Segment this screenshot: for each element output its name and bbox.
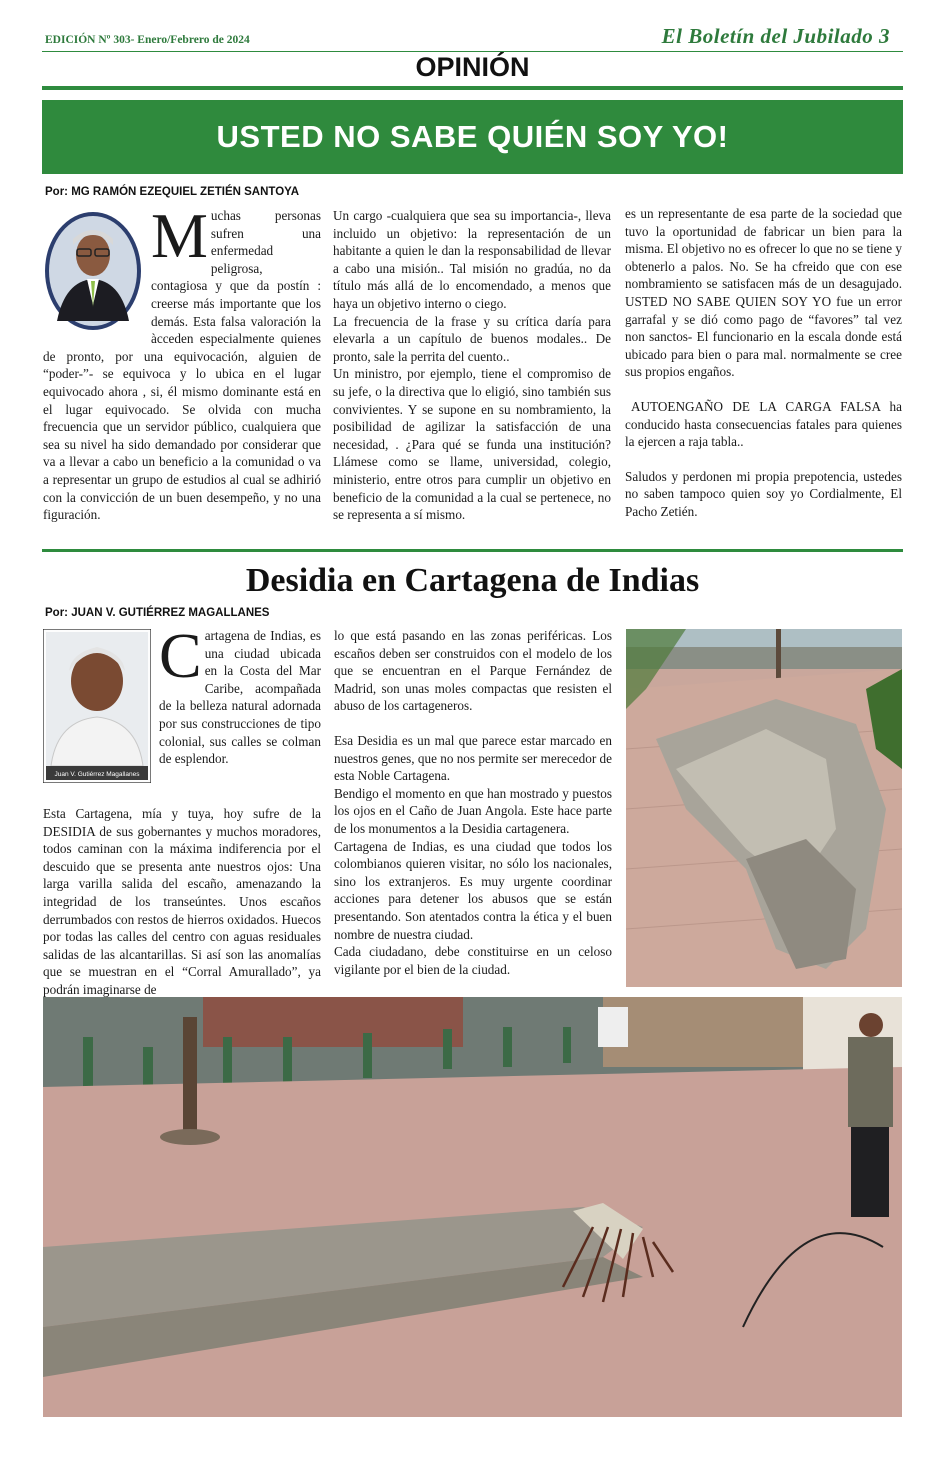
article2-paragraph: lo que está pasando en las zonas periféricas. Los escaños deben ser construidos con el modelo de los que se encuentran en el Parque Fernández de Madrid, son unas moles compactas que resisten el abuso de los cartageneros.	[334, 628, 612, 714]
newspaper-title: El Boletín del Jubilado 3	[661, 24, 890, 48]
author-portrait-zetien	[43, 209, 143, 331]
article2-column-1	[43, 620, 321, 999]
article1-paragraph: uchas personas sufren una enfermedad peligrosa, contagiosa y que da postín : creerse más importante que los demás. Esta falsa valoración la àcceden especialmente quienes de pronto, por una equivocación, alguien de “poder-”- se equivoca y lo ubica en el lugar equivocado ahora , si, él mismo dominante está en el lugar equivocado. Se olvida con mucha frecuencia que un servidor público, cualquiera que sea su nivel ha sido demandado por considerar que va a llevar a cabo un beneficio a la comunidad o va a representar un grupo de estudios al cual se adhirió con la convicción de un buen desempeño, y no una figuración.	[43, 208, 321, 523]
article2-headline: Desidia en Cartagena de Indias	[245, 562, 700, 599]
article2-paragraph: Esta Cartagena, mía y tuya, hoy sufre de la DESIDIA de sus gobernantes y muchos moradores, todos caminan con la máxima indiferencia por el descuido que se presenta ante nuestros ojos: Una larga varilla salida del escaño, amenazando la integridad de los transeúntes. Unos escaños derrumbados con restos de hierros oxidados. Huecos por todas las calles del centro con aguas residuales salidas de las alcantarillas. Si así son las anomalías que se muestran en el “Corral Amurallado”, ya podrán imaginarse de	[43, 806, 321, 997]
article2-paragraph: Bendigo el momento en que han mostrado y puestos los ojos en el Caño de Juan Angola. Este hace parte de los monumentos a la Desidia cartagenera.	[334, 785, 612, 836]
article-divider	[42, 549, 903, 552]
section-rule	[42, 86, 903, 90]
article2-dropcap: C	[159, 620, 202, 691]
article1-headline: USTED NO SABE QUIÉN SOY YO!	[216, 119, 729, 154]
article2-paragraph: artagena de Indias, es una ciudad ubicada en la Costa del Mar Caribe, acompañada de la belleza natural adornada por sus construcciones de tipo colonial, sus calles se colman de esplendor.	[159, 628, 321, 767]
section-title: OPINIÓN	[415, 52, 530, 82]
article2-paragraph: Cada ciudadano, debe constituirse en un celoso vigilante por el bien de la ciudad.	[334, 944, 612, 977]
article1-paragraph: Un cargo -cualquiera que sea su importancia-, lleva incluido un objetivo: la representación de un habitante a quien le dan la responsabilidad de llevar a cabo una misión.. Tal misión no gradúa, no da título más allá de lo encomendado, a menos que haya un objetivo interno o ciego.	[333, 208, 611, 311]
article2-paragraph: Cartagena de Indias, es una ciudad que todos los colombianos quieren visitar, no sólo los nacionales, sino los extranjeros. Es muy urgente coordinar acciones para detener los abusos que se están presentando. Son atentados contra la ética y el buen nombre de nuestra ciudad.	[334, 838, 612, 942]
photo-broken-bench	[626, 629, 902, 987]
article1-paragraph: AUTOENGAÑO DE LA CARGA FALSA ha conducido hasta consecuencias fatales para quienes la ejercen a raja tabla..	[625, 398, 902, 450]
article1-dropcap: M	[151, 200, 208, 271]
article1-paragraph: La frecuencia de la frase y su crítica daría para elevarla a un capítulo de buenos modales.. De pronto, sale la perrita del cuento..	[333, 313, 611, 364]
article1-byline: Por: MG RAMÓN EZEQUIEL ZETIÉN SANTOYA	[45, 186, 300, 198]
article1-paragraph: Saludos y perdonen mi propia prepotencia, ustedes no saben tampoco quien soy yo Cordialmente, El Pacho Zetién.	[625, 468, 902, 519]
article1-paragraph: es un representante de esa parte de la sociedad que tuvo la oportunidad de fabricar un bien para la misma. El objetivo no es ofrecer lo que no se tiene y obtenerlo a palos. No. Se ha cfreido que con ese nombramiento se satisfacen más de un desagujado. USTED NO SABE QUIEN SOY YO fue un error garrafal y se dió como pago de “favores” tal vez non sanctos- El funcionario en la escala donde está ubicado para bien o para mal. normalmente se cree sus propios engaños.	[625, 206, 902, 380]
article2-column-2	[334, 627, 612, 978]
headline-banner	[42, 100, 903, 174]
article1-paragraph: Un ministro, por ejemplo, tiene el compromiso de su jefe, o la directiva que lo eligió, sino también sus convivientes. Y se supone en su nombramiento, la posibilidad de agilizar la satisfacción de una necesidad, . ¿Para qué se funda una institución? Llámese como se llame, universidad, colegio, ministerio, entre otros para cumplir un objetivo en beneficio de la comunidad a la cual se pertenece, no se representa a sí mismo.	[333, 366, 611, 523]
article1-column-3	[625, 205, 902, 521]
photo-plaza-rebar	[43, 997, 902, 1417]
article2-paragraph: Esa Desidia es un mal que parece estar marcado en nuestros genes, que no nos permite ser merecedor de esta Noble Cartagena.	[334, 732, 612, 784]
article1-column-2	[333, 207, 611, 524]
edition-line: EDICIÓN Nº 303- Enero/Febrero de 2024	[45, 34, 250, 46]
portrait-caption: Juan V. Gutiérrez Magallanes	[54, 771, 140, 778]
article1-column-1	[43, 200, 321, 524]
author-portrait-gutierrez	[43, 629, 151, 783]
article2-byline: Por: JUAN V. GUTIÉRREZ MAGALLANES	[45, 607, 270, 619]
